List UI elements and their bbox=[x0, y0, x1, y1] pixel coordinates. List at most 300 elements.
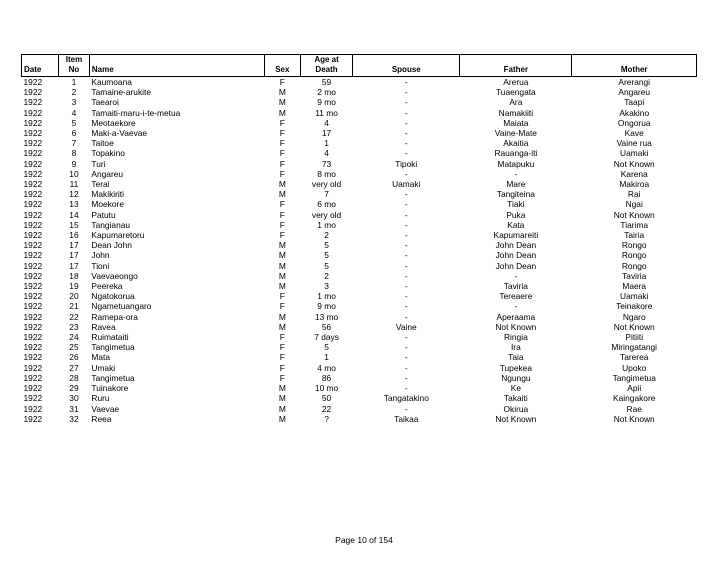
spouse-cell: - bbox=[404, 270, 408, 281]
age-cell: 10 mo bbox=[314, 383, 339, 394]
name-cell: Tamaine-arukite bbox=[91, 87, 151, 98]
mother-cell: Maera bbox=[622, 281, 647, 292]
page-footer: Page 10 of 154 bbox=[335, 535, 393, 545]
father-cell: John Dean bbox=[495, 240, 537, 251]
mother-cell: Rongo bbox=[621, 240, 647, 251]
table-body bbox=[22, 77, 697, 424]
item-no-cell: 23 bbox=[69, 321, 79, 332]
table-row bbox=[22, 281, 697, 291]
sex-cell: M bbox=[278, 281, 286, 292]
mother-cell: Tairia bbox=[624, 230, 645, 241]
mother-cell: Rongo bbox=[621, 250, 647, 261]
date-cell: 1922 bbox=[23, 179, 43, 190]
date-cell: 1922 bbox=[23, 148, 43, 159]
item-no-cell: 22 bbox=[69, 311, 79, 322]
sex-cell: M bbox=[278, 189, 286, 200]
age-cell: 56 bbox=[321, 321, 332, 332]
spouse-cell: - bbox=[404, 219, 408, 230]
age-cell: 1 mo bbox=[317, 219, 336, 230]
mother-cell: Rongo bbox=[621, 260, 647, 271]
date-cell: 1922 bbox=[23, 199, 43, 210]
table-row bbox=[22, 352, 697, 362]
name-cell: Ravea bbox=[91, 321, 116, 332]
sex-cell: F bbox=[279, 199, 285, 210]
sex-cell: M bbox=[278, 321, 286, 332]
spouse-cell: - bbox=[404, 281, 408, 292]
item-no-cell: 25 bbox=[69, 342, 79, 353]
name-cell: Tangimetua bbox=[91, 342, 135, 353]
sex-cell: F bbox=[279, 352, 285, 363]
sex-cell: M bbox=[278, 311, 286, 322]
item-no-cell: 17 bbox=[69, 250, 79, 261]
mother-cell: Teinakore bbox=[616, 301, 653, 312]
age-cell: 1 mo bbox=[317, 291, 336, 302]
item-no-cell: 19 bbox=[69, 281, 79, 292]
sex-cell: M bbox=[278, 107, 286, 118]
header-mother: Mother bbox=[572, 55, 697, 77]
date-cell: 1922 bbox=[23, 332, 43, 343]
sex-cell: F bbox=[279, 168, 285, 179]
name-cell: Ruimataiti bbox=[91, 332, 129, 343]
mother-cell: Tarerea bbox=[620, 352, 649, 363]
sex-cell: M bbox=[278, 87, 286, 98]
father-cell: Taia bbox=[508, 352, 524, 363]
table-row bbox=[22, 118, 697, 128]
age-cell: 73 bbox=[321, 158, 332, 169]
spouse-cell: - bbox=[404, 148, 408, 159]
item-no-cell: 8 bbox=[71, 148, 77, 159]
mother-cell: Pitiiti bbox=[625, 332, 644, 343]
header-father: Father bbox=[460, 55, 572, 77]
sex-cell: F bbox=[279, 342, 285, 353]
date-cell: 1922 bbox=[23, 107, 43, 118]
mother-cell: Taviria bbox=[622, 270, 647, 281]
table-row bbox=[22, 383, 697, 393]
mother-cell: Miringatangi bbox=[611, 342, 658, 353]
item-no-cell: 27 bbox=[69, 362, 79, 373]
date-cell: 1922 bbox=[23, 321, 43, 332]
name-cell: Taitoe bbox=[91, 138, 114, 149]
item-no-cell: 21 bbox=[69, 301, 79, 312]
name-cell: Vaevaeongo bbox=[91, 270, 138, 281]
item-no-cell: 9 bbox=[71, 158, 77, 169]
name-cell: Makikiriti bbox=[91, 189, 124, 200]
mother-cell: Karena bbox=[620, 168, 648, 179]
spouse-cell: - bbox=[404, 332, 408, 343]
mother-cell: Not Known bbox=[613, 413, 655, 424]
sex-cell: F bbox=[279, 117, 285, 128]
spouse-cell: Uamaki bbox=[392, 179, 421, 190]
table-row bbox=[22, 128, 697, 138]
table-row bbox=[22, 363, 697, 373]
item-no-cell: 14 bbox=[69, 209, 79, 220]
mother-cell: Upoko bbox=[622, 362, 647, 373]
name-cell: Vaevae bbox=[91, 403, 120, 414]
spouse-cell: - bbox=[404, 383, 408, 394]
sex-cell: M bbox=[278, 97, 286, 108]
spouse-cell: - bbox=[404, 240, 408, 251]
father-cell: Akaitia bbox=[503, 138, 529, 149]
father-cell: Rauanga-iti bbox=[494, 148, 538, 159]
father-cell: Ringia bbox=[503, 332, 528, 343]
table-row bbox=[22, 159, 697, 169]
name-cell: Dean John bbox=[91, 240, 132, 251]
date-cell: 1922 bbox=[23, 372, 43, 383]
header-name: Name bbox=[89, 55, 264, 77]
date-cell: 1922 bbox=[23, 413, 43, 424]
item-no-cell: 10 bbox=[69, 168, 79, 179]
age-cell: 13 mo bbox=[314, 311, 339, 322]
date-cell: 1922 bbox=[23, 270, 43, 281]
age-cell: 9 mo bbox=[317, 97, 336, 108]
mother-cell: Tiarima bbox=[620, 219, 649, 230]
age-cell: very old bbox=[311, 179, 342, 190]
name-cell: Mata bbox=[91, 352, 111, 363]
mother-cell: Rae bbox=[626, 403, 642, 414]
table-row bbox=[22, 312, 697, 322]
sex-cell: F bbox=[279, 138, 285, 149]
table-row bbox=[22, 261, 697, 271]
sex-cell: M bbox=[278, 179, 286, 190]
name-cell: Tangimetua bbox=[91, 372, 135, 383]
age-cell: 7 bbox=[324, 189, 329, 200]
spouse-cell: Taikaa bbox=[394, 413, 419, 424]
sex-cell: M bbox=[278, 240, 286, 251]
name-cell: Terai bbox=[91, 179, 110, 190]
date-cell: 1922 bbox=[23, 362, 43, 373]
table-row bbox=[22, 179, 697, 189]
item-no-cell: 26 bbox=[69, 352, 79, 363]
table-row bbox=[22, 301, 697, 311]
item-no-cell: 15 bbox=[69, 219, 79, 230]
table-row bbox=[22, 169, 697, 179]
date-cell: 1922 bbox=[23, 117, 43, 128]
father-cell: Puka bbox=[506, 209, 526, 220]
sex-cell: F bbox=[279, 77, 285, 87]
age-cell: 2 bbox=[324, 230, 329, 241]
item-no-cell: 5 bbox=[71, 117, 77, 128]
spouse-cell: - bbox=[404, 342, 408, 353]
table-row bbox=[22, 291, 697, 301]
age-cell: 11 mo bbox=[315, 107, 338, 118]
mother-cell: Uamaki bbox=[620, 148, 649, 159]
mother-cell: Akakino bbox=[619, 107, 650, 118]
age-cell: 5 bbox=[324, 250, 329, 261]
name-cell: Angareu bbox=[91, 168, 124, 179]
age-cell: 3 bbox=[324, 281, 329, 292]
spouse-cell: - bbox=[404, 107, 408, 118]
age-cell: 17 bbox=[321, 128, 332, 139]
header-sex: Sex bbox=[264, 55, 300, 77]
name-cell: Ramepa-ora bbox=[91, 311, 138, 322]
age-cell: 7 days bbox=[314, 332, 339, 343]
sex-cell: F bbox=[279, 301, 285, 312]
sex-cell: M bbox=[278, 250, 286, 261]
mother-cell: Not Known bbox=[613, 209, 655, 220]
name-cell: Umaki bbox=[91, 362, 116, 373]
name-cell: Meotaekore bbox=[91, 117, 136, 128]
father-cell: John Dean bbox=[495, 250, 537, 261]
mother-cell: Ongorua bbox=[617, 117, 651, 128]
table-row bbox=[22, 414, 697, 424]
father-cell: Not Known bbox=[495, 321, 537, 332]
table-row bbox=[22, 404, 697, 414]
father-cell: Tiaki bbox=[507, 199, 525, 210]
sex-cell: F bbox=[279, 230, 285, 241]
spouse-cell: - bbox=[404, 189, 408, 200]
spouse-cell: - bbox=[404, 250, 408, 261]
name-cell: Tamaiti-maru-i-te-metua bbox=[91, 107, 181, 118]
name-cell: Tioni bbox=[91, 260, 110, 271]
item-no-cell: 28 bbox=[69, 372, 79, 383]
name-cell: Turi bbox=[91, 158, 106, 169]
name-cell: Moekore bbox=[91, 199, 124, 210]
father-cell: Namakiiti bbox=[498, 107, 534, 118]
mother-cell: Kave bbox=[624, 128, 644, 139]
sex-cell: F bbox=[279, 362, 285, 373]
spouse-cell: - bbox=[404, 117, 408, 128]
sex-cell: F bbox=[279, 372, 285, 383]
item-no-cell: 7 bbox=[71, 138, 77, 149]
age-cell: 5 bbox=[324, 342, 329, 353]
table-row bbox=[22, 220, 697, 230]
header-spouse: Spouse bbox=[353, 55, 460, 77]
father-cell: Ara bbox=[509, 97, 523, 108]
item-no-cell: 13 bbox=[69, 199, 79, 210]
sex-cell: F bbox=[279, 128, 285, 139]
header-item-no: Item No bbox=[59, 55, 90, 77]
father-cell: Ira bbox=[510, 342, 521, 353]
spouse-cell: - bbox=[404, 260, 408, 271]
spouse-cell: - bbox=[404, 372, 408, 383]
father-cell: Aperaama bbox=[496, 311, 536, 322]
death-register-table bbox=[21, 54, 697, 424]
sex-cell: M bbox=[278, 413, 286, 424]
father-cell: Ngungu bbox=[501, 372, 531, 383]
name-cell: Ngametuangaro bbox=[91, 301, 152, 312]
table-row bbox=[22, 332, 697, 342]
table-row bbox=[22, 77, 697, 88]
age-cell: 8 mo bbox=[317, 168, 336, 179]
sex-cell: F bbox=[279, 209, 285, 220]
father-cell: Tuaengata bbox=[495, 87, 536, 98]
name-cell: Ngatokorua bbox=[91, 291, 135, 302]
date-cell: 1922 bbox=[23, 281, 43, 292]
name-cell: Tangianau bbox=[91, 219, 131, 230]
father-cell: Takaiti bbox=[503, 393, 528, 404]
mother-cell: Taapi bbox=[624, 97, 645, 108]
spouse-cell: - bbox=[404, 128, 408, 139]
spouse-cell: - bbox=[404, 77, 408, 87]
sex-cell: F bbox=[279, 158, 285, 169]
date-cell: 1922 bbox=[23, 383, 43, 394]
spouse-cell: - bbox=[404, 199, 408, 210]
age-cell: 59 bbox=[321, 77, 332, 87]
spouse-cell: - bbox=[404, 87, 408, 98]
date-cell: 1922 bbox=[23, 250, 43, 261]
age-cell: 2 bbox=[324, 270, 329, 281]
age-cell: ? bbox=[324, 413, 329, 424]
table-row bbox=[22, 108, 697, 118]
header-date: Date bbox=[22, 55, 59, 77]
date-cell: 1922 bbox=[23, 403, 43, 414]
age-cell: 5 bbox=[324, 260, 329, 271]
age-cell: 4 mo bbox=[317, 362, 336, 373]
spouse-cell: - bbox=[404, 97, 408, 108]
father-cell: Matapuku bbox=[497, 158, 535, 169]
sex-cell: M bbox=[278, 403, 286, 414]
header-age-line2: Death bbox=[315, 65, 338, 74]
name-cell: Maki-a-Vaevae bbox=[91, 128, 148, 139]
date-cell: 1922 bbox=[23, 97, 43, 108]
age-cell: 1 bbox=[324, 138, 329, 149]
table-header-row bbox=[22, 55, 697, 77]
table-row bbox=[22, 189, 697, 199]
age-cell: 6 mo bbox=[317, 199, 336, 210]
father-cell: Kata bbox=[507, 219, 525, 230]
mother-cell: Not Known bbox=[613, 321, 655, 332]
date-cell: 1922 bbox=[23, 158, 43, 169]
item-no-cell: 6 bbox=[71, 128, 77, 139]
table-row bbox=[22, 250, 697, 260]
spouse-cell: Vaine bbox=[395, 321, 417, 332]
name-cell: Kapumaretoru bbox=[91, 230, 145, 241]
father-cell: Tangiteina bbox=[496, 189, 535, 200]
sex-cell: F bbox=[279, 148, 285, 159]
age-cell: 4 bbox=[324, 117, 329, 128]
date-cell: 1922 bbox=[23, 209, 43, 220]
age-cell: 86 bbox=[321, 372, 332, 383]
header-age-at-death bbox=[300, 55, 352, 77]
age-cell: 22 bbox=[321, 403, 332, 414]
name-cell: Taearoi bbox=[91, 97, 119, 108]
sex-cell: M bbox=[278, 260, 286, 271]
table-row bbox=[22, 322, 697, 332]
spouse-cell: - bbox=[404, 301, 408, 312]
name-cell: Patutu bbox=[91, 209, 116, 220]
date-cell: 1922 bbox=[23, 291, 43, 302]
item-no-cell: 11 bbox=[69, 179, 79, 190]
table-row bbox=[22, 230, 697, 240]
spouse-cell: - bbox=[404, 209, 408, 220]
date-cell: 1922 bbox=[23, 230, 43, 241]
mother-cell: Not Known bbox=[613, 158, 655, 169]
spouse-cell: - bbox=[404, 403, 408, 414]
item-no-cell: 31 bbox=[69, 403, 79, 414]
item-no-cell: 4 bbox=[71, 107, 77, 118]
item-no-cell: 17 bbox=[69, 260, 79, 271]
date-cell: 1922 bbox=[23, 393, 43, 404]
mother-cell: Apii bbox=[627, 383, 642, 394]
date-cell: 1922 bbox=[23, 77, 43, 87]
sex-cell: F bbox=[279, 219, 285, 230]
table-row bbox=[22, 138, 697, 148]
table-row bbox=[22, 87, 697, 97]
father-cell: Taviria bbox=[503, 281, 528, 292]
father-cell: Okirua bbox=[503, 403, 529, 414]
name-cell: Tuinakore bbox=[91, 383, 129, 394]
name-cell: Kaumoana bbox=[91, 77, 132, 87]
date-cell: 1922 bbox=[23, 352, 43, 363]
father-cell: Maiata bbox=[503, 117, 529, 128]
father-cell: - bbox=[514, 301, 518, 312]
mother-cell: Arerangi bbox=[618, 77, 651, 87]
date-cell: 1922 bbox=[23, 260, 43, 271]
age-cell: 50 bbox=[321, 393, 332, 404]
mother-cell: Vaine rua bbox=[616, 138, 652, 149]
sex-cell: F bbox=[279, 332, 285, 343]
item-no-cell: 1 bbox=[71, 77, 77, 87]
table-row bbox=[22, 97, 697, 107]
spouse-cell: Tangatakino bbox=[383, 393, 429, 404]
father-cell: Tupekea bbox=[499, 362, 532, 373]
sex-cell: M bbox=[278, 383, 286, 394]
spouse-cell: - bbox=[404, 230, 408, 241]
date-cell: 1922 bbox=[23, 311, 43, 322]
mother-cell: Tangimetua bbox=[612, 372, 656, 383]
father-cell: Kapumareiti bbox=[493, 230, 539, 241]
age-cell: 9 mo bbox=[317, 301, 336, 312]
spouse-cell: - bbox=[404, 311, 408, 322]
mother-cell: Angareu bbox=[618, 87, 651, 98]
date-cell: 1922 bbox=[23, 87, 43, 98]
father-cell: Ke bbox=[510, 383, 521, 394]
mother-cell: Kaingakore bbox=[613, 393, 656, 404]
table-row bbox=[22, 240, 697, 250]
item-no-cell: 17 bbox=[69, 240, 79, 251]
date-cell: 1922 bbox=[23, 301, 43, 312]
date-cell: 1922 bbox=[23, 240, 43, 251]
item-no-cell: 3 bbox=[71, 97, 77, 108]
spouse-cell: - bbox=[404, 138, 408, 149]
age-cell: 2 mo bbox=[317, 87, 336, 98]
item-no-cell: 30 bbox=[69, 393, 79, 404]
father-cell: John Dean bbox=[495, 260, 537, 271]
table-row bbox=[22, 210, 697, 220]
date-cell: 1922 bbox=[23, 342, 43, 353]
father-cell: - bbox=[514, 270, 518, 281]
sex-cell: F bbox=[279, 291, 285, 302]
item-no-cell: 12 bbox=[69, 189, 79, 200]
father-cell: Vaine-Mate bbox=[494, 128, 537, 139]
item-no-cell: 20 bbox=[69, 291, 79, 302]
date-cell: 1922 bbox=[23, 128, 43, 139]
spouse-cell: - bbox=[404, 352, 408, 363]
age-cell: very old bbox=[311, 209, 342, 220]
item-no-cell: 29 bbox=[69, 383, 79, 394]
name-cell: Topakino bbox=[91, 148, 125, 159]
age-cell: 4 bbox=[324, 148, 329, 159]
father-cell: Tereaere bbox=[499, 291, 533, 302]
mother-cell: Ngaro bbox=[622, 311, 646, 322]
name-cell: Ruru bbox=[91, 393, 110, 404]
mother-cell: Rai bbox=[627, 189, 641, 200]
table-row bbox=[22, 393, 697, 403]
name-cell: John bbox=[91, 250, 110, 261]
table-row bbox=[22, 199, 697, 209]
age-cell: 1 bbox=[324, 352, 329, 363]
date-cell: 1922 bbox=[23, 138, 43, 149]
spouse-cell: - bbox=[404, 362, 408, 373]
sex-cell: M bbox=[278, 393, 286, 404]
mother-cell: Ngai bbox=[625, 199, 643, 210]
mother-cell: Uamaki bbox=[620, 291, 649, 302]
spouse-cell: - bbox=[404, 168, 408, 179]
father-cell: - bbox=[514, 168, 518, 179]
mother-cell: Makiroa bbox=[619, 179, 650, 190]
father-cell: Arerua bbox=[503, 77, 529, 87]
item-no-cell: 2 bbox=[71, 87, 77, 98]
